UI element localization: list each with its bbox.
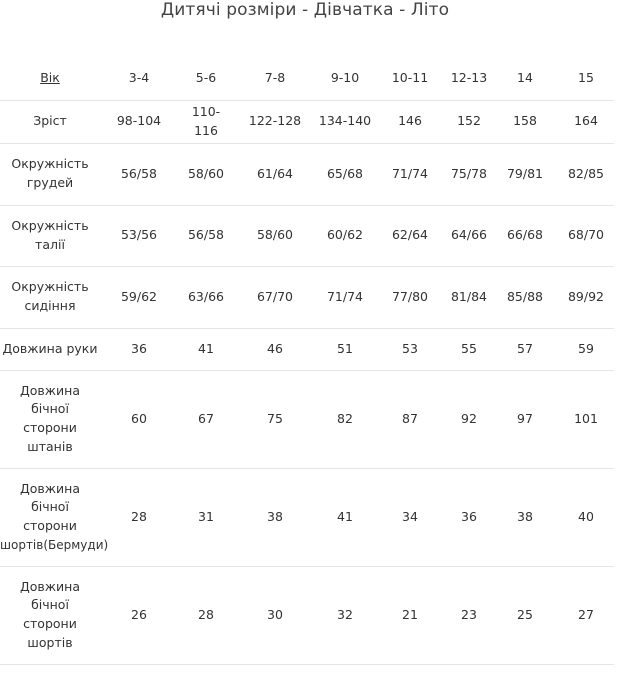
row-label-line: бічної <box>31 597 69 613</box>
row-label-line: шортів(Бермуди) <box>0 537 109 552</box>
row-label-line: шортів <box>27 634 73 650</box>
age-column-header: 7-8 <box>234 58 316 100</box>
age-header-cell <box>0 58 100 100</box>
table-cell: 25 <box>492 566 558 664</box>
page-title: Дитячі розміри - Дівчатка - Літо <box>160 0 450 20</box>
table-cell: 158 <box>492 100 558 143</box>
table-cell: 58/60 <box>178 143 234 205</box>
row-label <box>0 468 109 566</box>
table-cell: 134-140 <box>316 100 374 143</box>
table-cell: 63/66 <box>178 266 234 328</box>
table-cell: 82/85 <box>558 143 614 205</box>
table-cell: 41 <box>178 328 234 370</box>
table-cell: 67 <box>178 370 234 468</box>
table-cell: 40 <box>558 468 614 566</box>
table-cell: 92 <box>446 370 492 468</box>
age-header-link[interactable]: Вік <box>40 70 60 86</box>
table-cell: 97 <box>492 370 558 468</box>
table-cell: 53/56 <box>100 205 178 266</box>
table-row-bermuda-shorts <box>0 468 614 566</box>
row-label-line: штанів <box>27 438 73 454</box>
table-cell: 65/68 <box>316 143 374 205</box>
table-cell: 101 <box>558 370 614 468</box>
table-row-hips <box>0 266 614 328</box>
table-cell: 66/68 <box>492 205 558 266</box>
row-label-line: грудей <box>26 175 74 190</box>
row-label-line: Довжина руки <box>2 340 98 356</box>
table-cell: 71/74 <box>316 266 374 328</box>
age-column-header: 5-6 <box>178 58 234 100</box>
table-row-chest <box>0 143 614 205</box>
row-label-line: талії <box>35 236 65 252</box>
table-cell: 34 <box>374 468 446 566</box>
table-cell: 59/62 <box>100 266 178 328</box>
table-cell: 110-116 <box>178 100 234 143</box>
table-cell: 27 <box>558 566 614 664</box>
table-cell: 71/74 <box>374 143 446 205</box>
table-cell: 26 <box>100 566 178 664</box>
row-label-line: Довжина <box>20 382 80 398</box>
table-cell: 46 <box>234 328 316 370</box>
row-label-line: Довжина <box>20 480 80 496</box>
table-cell: 60 <box>100 370 178 468</box>
table-cell: 62/64 <box>374 205 446 266</box>
table-cell: 77/80 <box>374 266 446 328</box>
age-column-header: 10-11 <box>374 58 446 100</box>
table-row-trousers <box>0 370 614 468</box>
table-row-height <box>0 100 614 143</box>
table-cell: 30 <box>234 566 316 664</box>
header-row <box>0 58 614 100</box>
table-cell: 75/78 <box>446 143 492 205</box>
table-cell: 89/92 <box>558 266 614 328</box>
table-cell: 51 <box>316 328 374 370</box>
table-cell: 36 <box>100 328 178 370</box>
table-cell: 28 <box>100 468 178 566</box>
table-row-sleeve <box>0 328 614 370</box>
table-cell: 38 <box>234 468 316 566</box>
row-label-line: бічної <box>31 499 69 515</box>
table-cell: 59 <box>558 328 614 370</box>
table-cell: 58/60 <box>234 205 316 266</box>
table-cell: 23 <box>446 566 492 664</box>
table-cell: 68/70 <box>558 205 614 266</box>
row-label-line: Зріст <box>33 113 67 129</box>
table-cell: 31 <box>178 468 234 566</box>
row-label <box>0 205 100 266</box>
table-cell: 53 <box>374 328 446 370</box>
table-cell: 164 <box>558 100 614 143</box>
row-label <box>0 143 100 205</box>
age-column-header: 12-13 <box>446 58 492 100</box>
table-row-waist <box>0 205 614 266</box>
table-cell: 38 <box>492 468 558 566</box>
row-label <box>0 370 100 468</box>
table-cell: 79/81 <box>492 143 558 205</box>
table-cell: 75 <box>234 370 316 468</box>
table-cell: 56/58 <box>178 205 234 266</box>
row-label <box>0 266 100 328</box>
row-label <box>0 566 100 664</box>
table-cell: 41 <box>316 468 374 566</box>
table-cell: 60/62 <box>316 205 374 266</box>
row-label-line: сидіння <box>24 298 76 313</box>
row-label-line: бічної <box>31 401 69 417</box>
row-label-line: Окружність <box>11 217 89 233</box>
table-cell: 152 <box>446 100 492 143</box>
age-column-header: 9-10 <box>316 58 374 100</box>
row-label-line: Окружність <box>11 156 89 172</box>
row-label-line: сторони <box>23 616 77 631</box>
row-label <box>0 328 100 370</box>
table-cell: 82 <box>316 370 374 468</box>
table-row-shorts <box>0 566 614 664</box>
row-label-line: сторони <box>23 420 77 435</box>
table-cell: 36 <box>446 468 492 566</box>
table-cell: 32 <box>316 566 374 664</box>
table-cell: 146 <box>374 100 446 143</box>
age-column-header: 15 <box>558 58 614 100</box>
table-cell: 61/64 <box>234 143 316 205</box>
row-label-line: Довжина <box>20 578 80 594</box>
age-column-header: 14 <box>492 58 558 100</box>
table-cell: 85/88 <box>492 266 558 328</box>
table-cell: 122-128 <box>234 100 316 143</box>
table-cell: 56/58 <box>100 143 178 205</box>
table-cell: 98-104 <box>100 100 178 143</box>
table-cell: 55 <box>446 328 492 370</box>
table-cell: 28 <box>178 566 234 664</box>
row-label-line: сторони <box>23 518 77 533</box>
table-cell: 21 <box>374 566 446 664</box>
table-cell: 64/66 <box>446 205 492 266</box>
row-label-line: Окружність <box>11 279 89 295</box>
table-cell: 81/84 <box>446 266 492 328</box>
table-cell: 67/70 <box>234 266 316 328</box>
table-cell: 87 <box>374 370 446 468</box>
size-table <box>0 58 614 665</box>
table-cell: 57 <box>492 328 558 370</box>
age-column-header: 3-4 <box>100 58 178 100</box>
row-label <box>0 100 100 143</box>
